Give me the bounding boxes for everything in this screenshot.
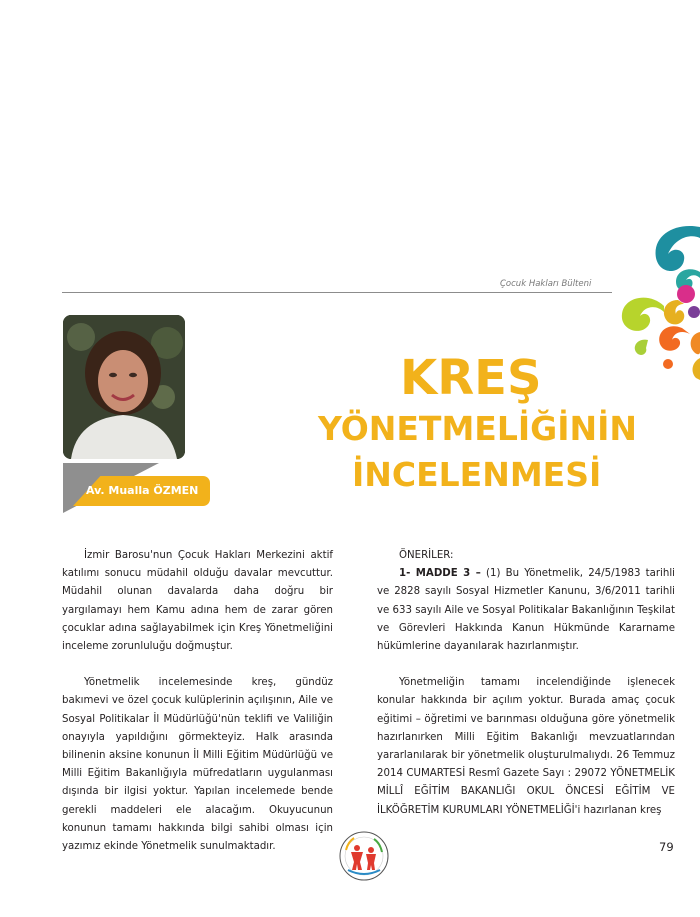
left-paragraph-2: Yönetmelik incelemesinde kreş, gündüz bakımevi ve özel çocuk kulüplerinin açılışının, Aile ve Sosyal Politikalar İl Müdürlüğü'nün teklifi ve Valiliğin onayıyla yapıldığını görmekteyiz. Halk arasında bilinenin aksine konunun İl Milli Eğitim Müdürlüğü ve Milli Eğitim Bakanlığıyla müfredatların uygulanması dışında bir ilgisi yoktur. Yapılan incelemede bende gerekli maddeleri ele alacağım. Okuyucunun konunun tamamı hakkında bilgi sahibi olması için yazımız ekinde Yönetmelik sunulmaktadır. bbox=[62, 677, 333, 853]
title-line-3: İNCELENMESİ bbox=[352, 455, 602, 494]
right-paragraph-2: Yönetmeliğin tamamı incelendiğinde işlenecek konular hakkında bir açılım yoktur. Burada amaç çocuk eğitimi – öğretimi ve barınması olduğuna göre yönetmelik hazırlanırken Milli Eğitim Bakanlığı mevzuatlarından yararlanılarak bir yönetmelik oluşturulmalıydı. 26 Temmuz 2014 CUMARTESİ Resmî Gazete Sayı : 29072 YÖNETMELİK MİLLÎ EĞİTİM BAKANLIĞI OKUL ÖNCESİ EĞİTİM VE İLKÖĞRETİM KURUMLARI YÖNETMELİĞİ'i hazırlanan kreş bbox=[377, 677, 675, 816]
madde-3-paragraph bbox=[377, 565, 675, 656]
madde-3-label: 1- MADDE 3 – bbox=[399, 568, 481, 580]
childrens-rights-logo bbox=[338, 830, 390, 882]
page-number: 79 bbox=[659, 840, 674, 854]
madde-3-text: (1) Bu Yönetmelik, 24/5/1983 tarihli ve 2828 sayılı Sosyal Hizmetler Kanunu, 3/6/2011 tarihli ve 633 sayılı Aile ve Sosyal Politikalar Bakanlığının Teşkilat ve Görevleri Hakkında Kanun Hükmünde Kararname hükümlerine dayanılarak hazırlanmıştır. bbox=[377, 568, 675, 653]
title-line-1: KREŞ bbox=[400, 350, 542, 406]
author-name: Av. Mualla ÖZMEN bbox=[86, 484, 199, 497]
title-line-2: YÖNETMELİĞİNİN bbox=[318, 409, 638, 448]
proposals-heading: ÖNERİLER: bbox=[399, 550, 454, 561]
right-text-column bbox=[377, 547, 675, 820]
author-photo bbox=[63, 315, 185, 459]
publication-header: Çocuk Hakları Bülteni bbox=[500, 279, 592, 289]
left-paragraph-1: İzmir Barosu'nun Çocuk Hakları Merkezini aktif katılımı sonucu müdahil olduğu davalar mevcuttur. Müdahil olunan davalarda daha doğru bir yargılamayı hem Kamu adına hem de zarar gören çocuklar adına sağlayabilmek için Kreş Yönetmeliğini inceleme zorunluluğu doğmuştur. bbox=[62, 550, 333, 653]
left-text-column bbox=[62, 547, 333, 856]
colorful-swirl-decoration bbox=[594, 222, 700, 382]
header-rule bbox=[62, 292, 612, 293]
